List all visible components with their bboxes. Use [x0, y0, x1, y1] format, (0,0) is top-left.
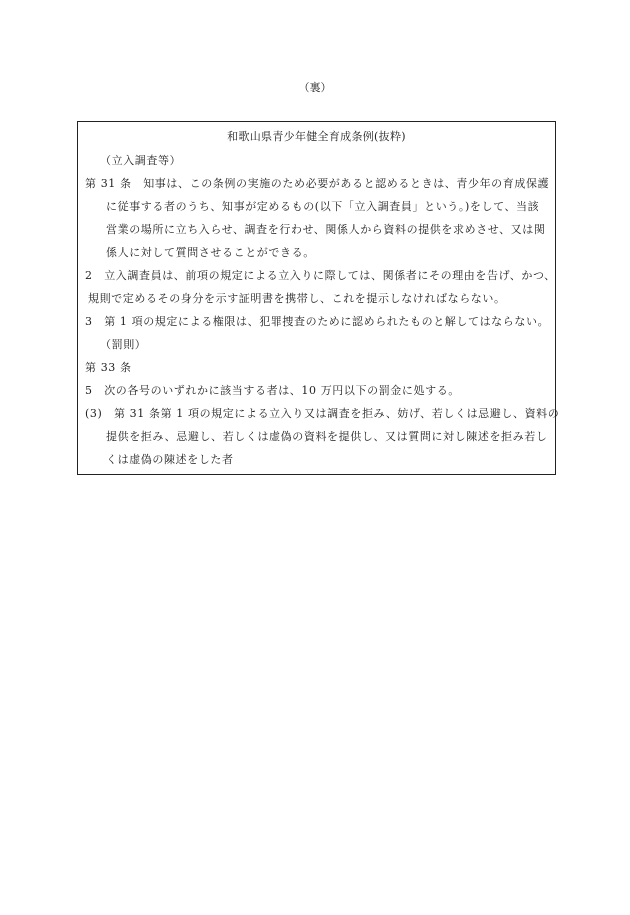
article-33-para-5: 5 次の各号のいずれかに該当する者は、10 万円以下の罰金に処する。 [85, 384, 460, 397]
section-heading-inspection: （立入調査等） [100, 154, 182, 167]
article-33-item-3: 提供を拒み、忌避し、若しくは虚偽の資料を提供し、又は質問に対し陳述を拒み若し [106, 430, 548, 443]
ordinance-excerpt-box [77, 121, 560, 475]
article-31-para-3: 3 第 1 項の規定による権限は、犯罪捜査のために認められたものと解してはならない。 [85, 315, 550, 328]
ordinance-title: 和歌山県青少年健全育成条例(抜粋) [227, 130, 406, 143]
article-31-line: 営業の場所に立ち入らせ、調査を行わせ、関係人から資料の提供を求めさせ、又は関 [106, 223, 546, 236]
article-31-para-2: 2 立入調査員は、前項の規定による立入りに際しては、関係者にその理由を告げ、かつ、 [85, 269, 556, 282]
article-31-line: 係人に対して質問させることができる。 [106, 246, 315, 259]
section-heading-penalties: （罰則） [100, 338, 147, 351]
article-31-line: 第 31 条 知事は、この条例の実施のため必要があると認めるときは、青少年の育成保護 [85, 177, 550, 190]
article-33-heading: 第 33 条 [85, 361, 132, 374]
article-33-item-3: くは虚偽の陳述をした者 [106, 453, 234, 466]
article-31-para-2: 規則で定めるその身分を示す証明書を携帯し、これを提示しなければならない。 [88, 292, 506, 305]
article-33-item-3: (3) 第 31 条第 1 項の規定による立入り又は調査を拒み、妨げ、若しくは忌避し、資料の [85, 407, 560, 420]
article-31-line: に従事する者のうち、知事が定めるもの(以下「立入調査員」という。)をして、当該 [106, 200, 540, 213]
page-side-label: （裏） [298, 81, 332, 94]
